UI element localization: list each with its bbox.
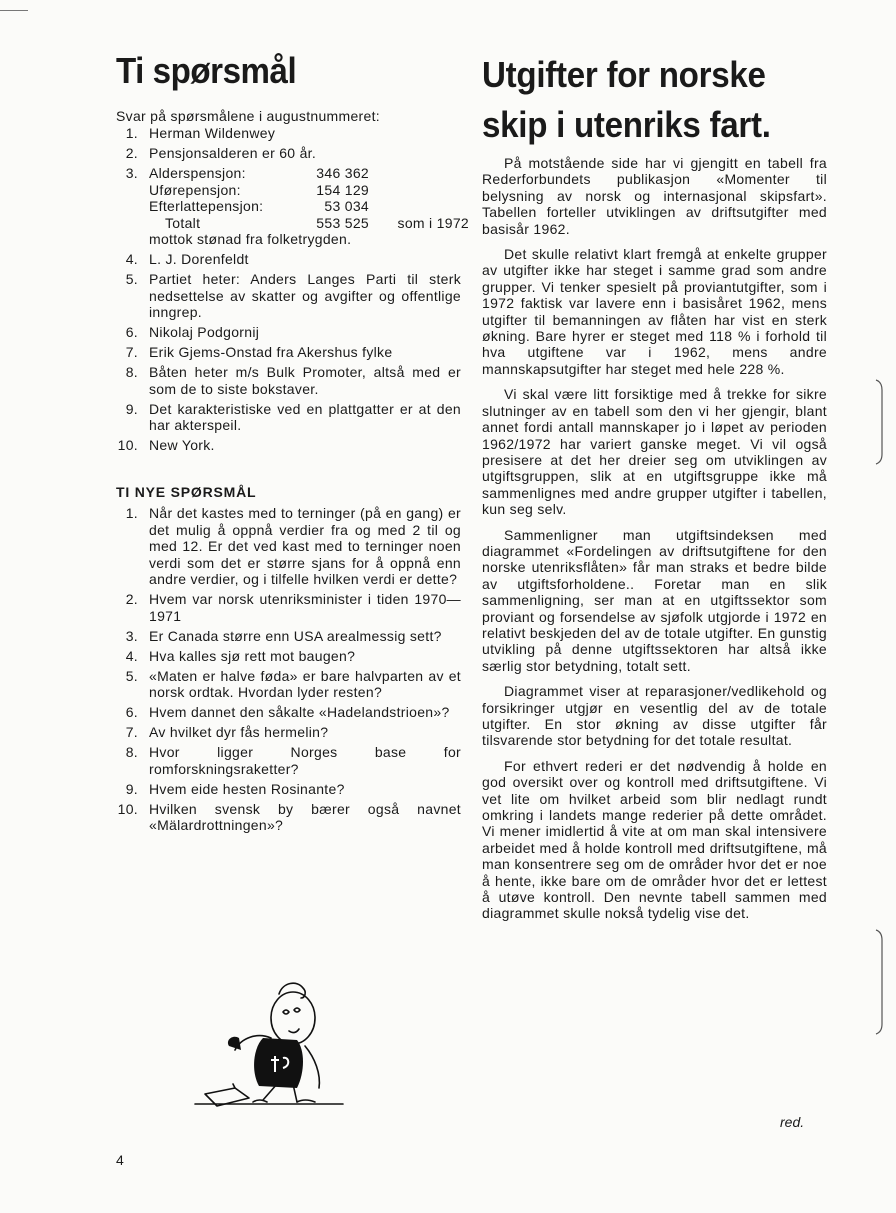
article-title: Utgifter for norske skip i utenriks fart. xyxy=(482,54,771,145)
left-title: Ti spørsmål xyxy=(116,50,297,91)
question-item: 4. Hva kalles sjø rett mot baugen? xyxy=(125,647,356,664)
article-paragraph: For ethvert rederi er det nødvendig å holde en god oversikt over og kontroll med driftsutgiftene. Vi vet lite om hvilket arbeid som blir nedlagt rundt omkring i landets mange rederier på dette området. Vi mener imidlertid å vite at om man skal intensivere arbeidet med å holde kontroll med driftsutgiftene, må man konsentrere seg om de områder hvor det er noe å hente, ikke bare om de områder hvor det er lettest å utøve kontroll. Den nevnte tabell sammen med diagrammet skulle nokså tydelig vise det. xyxy=(482,757,827,922)
signature: red. xyxy=(780,1114,805,1130)
answer-item: 2. Pensjonsalderen er 60 år. xyxy=(125,145,317,161)
questions-list xyxy=(116,505,461,837)
article-paragraph: Diagrammet viser at reparasjoner/vedlikehold og forsikringer utgjør en vesentlig del av de totale utgifter. En stor økning av disse utgifter får tilsvarende stor betydning for det totale resultat. xyxy=(482,683,827,749)
question-item: 6. Hvem dannet den såkalte «Hadelandstrioen»? xyxy=(125,704,450,720)
article-paragraph: Vi skal være litt forsiktige med å trekke for sikre slutninger av en tabell som den vi her gjengir, blant annet fordi antall mannskaper jo i løpet av perioden 1962/1972 har variert ganske meget. Vi vil også presisere at det her dreier seg om utviklingen av utgiftsgruppen, slik at en utgiftsgruppe ikke må sammenlignes med andre grupper utgifter i tabellen, kun seg selv. xyxy=(482,386,827,518)
question-item: 1. Når det kastes med to terninger (på en gang) er det mulig å oppnå verdier fra og med 2 til og med 12. Er det ved kast med to terninger noen verdi som det er større sjans for å oppnå enn andre verdier, og i tilfelle hvilken verdi er dette? xyxy=(125,505,461,587)
answer-item: 6. Nikolaj Podgornij xyxy=(125,324,260,340)
answers-intro: Svar på spørsmålene i augustnummeret: xyxy=(116,108,380,124)
answer-item: 4. L. J. Dorenfeldt xyxy=(125,251,249,267)
question-item: 10. Hvilken svensk by bærer også navnet «Mälardrottningen»? xyxy=(117,800,461,833)
answer-item-pension: 3. Alderspensjon: 346 362 Uførepensjon: 154 129 Efterlattepensjon: 53 034 Totalt 553 525 som i 1972 mottok stønad fra folketrygden. xyxy=(125,165,469,247)
article-paragraph: Det skulle relativt klart fremgå at enkelte grupper av utgifter ikke har steget i samme grad som andre grupper. Vi tenker spesielt på proviantutgifter, som i 1972 faktisk var lavere enn i basisåret 1962, mens utgifter til bemanningen av flåten har vist en sterk økning. Bare hyrer er steget med 118 % i forhold til hva utgiftene var i 1962, mens andre mannskapsutgifter har steget med hele 228 %. xyxy=(482,246,827,377)
sailor-cartoon-illustration xyxy=(193,976,353,1118)
pension-table: Alderspensjon: 346 362 Uførepensjon: 154 129 Efterlattepensjon: 53 034 Totalt 553 525 som i 1972 xyxy=(149,165,469,231)
question-item: 7. Av hvilket dyr fås hermelin? xyxy=(125,724,329,740)
top-rule xyxy=(0,10,28,11)
answer-item: 9. Det karakteristiske ved en plattgatter er at den har akterspeil. xyxy=(125,400,461,433)
answer-item: 5. Partiet heter: Anders Langes Parti til sterk nedsettelse av skatter og avgifter og offentlige inngrep. xyxy=(125,271,461,320)
article-body xyxy=(482,155,827,931)
pension-total-value: 553 525 xyxy=(316,214,369,231)
page-number: 4 xyxy=(116,1152,124,1168)
answer-item: 10. New York. xyxy=(117,437,215,453)
answer-item: 1. Herman Wildenwey xyxy=(125,125,276,141)
answers-list xyxy=(116,125,469,457)
article-paragraph: Sammenligner man utgiftsindeksen med diagrammet «Fordelingen av driftsutgiftene for den norske utenriksflåten» får man straks et bedre bilde av utgiftsforholdene.. Foretar man en slik sammenligning, ser man at en utgiftssektor som proviant og forsendelse av sjøfolk utgjorde i 1972 en relativt beskjeden del av de totale utgifter. En gunstig utvikling på denne utgiftssektoren har altså ikke særlig stor betydning, totalt sett. xyxy=(482,526,827,674)
question-item: 3. Er Canada større enn USA arealmessig sett? xyxy=(125,627,442,644)
margin-bracket-mark xyxy=(872,378,886,466)
pension-total-label: Totalt xyxy=(165,214,201,231)
answer-item: 7. Erik Gjems-Onstad fra Akershus fylke xyxy=(125,344,393,360)
question-item: 5. «Maten er halve føda» er bare halvparten av et norsk ordtak. Hvordan lyder resten? xyxy=(125,667,461,700)
margin-bracket-mark xyxy=(872,928,886,1036)
new-questions-heading: TI NYE SPØRSMÅL xyxy=(116,484,257,500)
article-paragraph: På motstående side har vi gjengitt en tabell fra Rederforbundets publikasjon «Momenter til belysning av norsk og internasjonal skipsfart». Tabellen forteller utviklingen av driftsutgifter med basisår 1962. xyxy=(482,155,827,237)
answer-item: 8. Båten heter m/s Bulk Promoter, altså med er som de to siste bokstaver. xyxy=(125,364,461,397)
question-item: 9. Hvem eide hesten Rosinante? xyxy=(125,780,345,797)
question-item: 2. Hvem var norsk utenriksminister i tiden 1970—1971 xyxy=(125,591,461,624)
question-item: 8. Hvor ligger Norges base for romforskningsraketter? xyxy=(125,744,461,777)
